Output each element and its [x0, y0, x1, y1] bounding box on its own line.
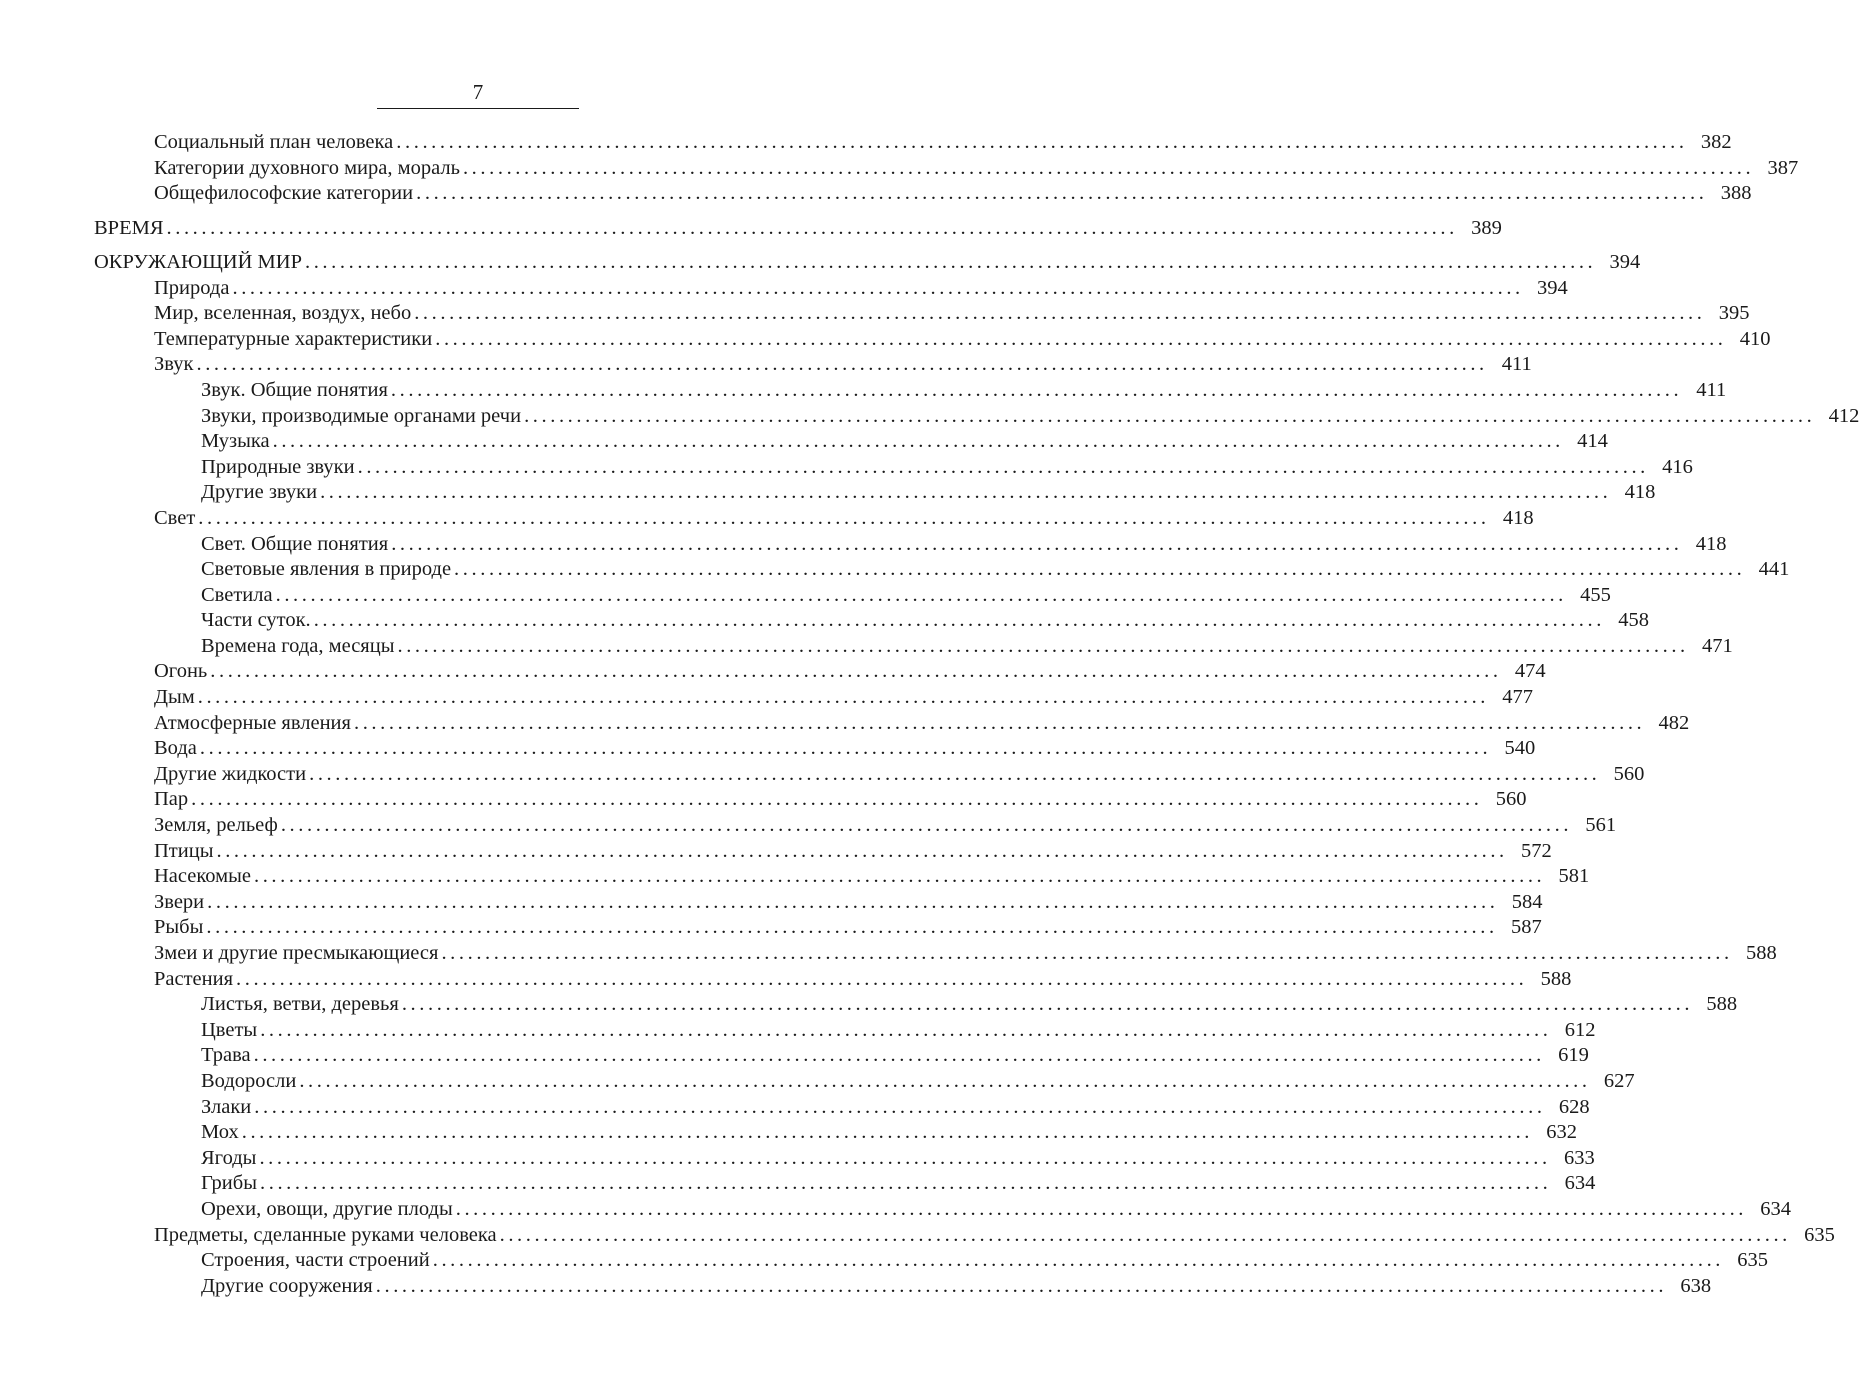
- toc-entry[interactable]: [94, 839, 1552, 865]
- toc-entry-page: 584: [1511, 890, 1543, 913]
- toc-entry[interactable]: [94, 608, 1649, 634]
- toc-entry-title: Дым: [154, 686, 195, 709]
- toc-entry[interactable]: [94, 1223, 1835, 1249]
- toc-entry[interactable]: [94, 1197, 1792, 1223]
- toc-entry-page: 418: [1502, 506, 1534, 529]
- toc-entry[interactable]: [94, 1274, 1712, 1300]
- toc-entry[interactable]: [94, 1095, 1590, 1121]
- toc-dot-leader: ....................................................................................................................................................: [309, 762, 1601, 785]
- toc-entry-title: Птицы: [154, 839, 214, 862]
- toc-entry-page: 416: [1662, 455, 1693, 478]
- toc-entry-title: Другие сооружения: [201, 1274, 373, 1297]
- toc-entry[interactable]: [94, 711, 1690, 737]
- toc-entry[interactable]: [94, 890, 1543, 916]
- toc-dot-leader: ....................................................................................................................................................: [353, 711, 1646, 734]
- toc-dot-leader: ....................................................................................................................................................: [207, 890, 1499, 913]
- toc-entry-page: 471: [1702, 634, 1733, 657]
- toc-dot-leader: ....................................................................................................................................................: [454, 558, 1746, 581]
- toc-entry[interactable]: [94, 301, 1750, 327]
- toc-entry-page: 411: [1696, 378, 1727, 401]
- toc-entry-title: Части суток.: [201, 609, 311, 632]
- page-number: 7: [472, 80, 484, 104]
- toc-entry-title: Другие жидкости: [154, 762, 307, 785]
- toc-entry-page: 619: [1558, 1044, 1589, 1067]
- toc-entry-page: 588: [1746, 942, 1777, 964]
- toc-dot-leader: ....................................................................................................................................................: [196, 353, 1488, 376]
- toc-dot-leader: ....................................................................................................................................................: [375, 1274, 1668, 1297]
- toc-entry-title: Светила: [201, 583, 273, 606]
- toc-dot-leader: ....................................................................................................................................................: [206, 916, 1498, 939]
- toc-entry-page: 394: [1609, 250, 1641, 273]
- toc-entry[interactable]: [94, 181, 1752, 207]
- toc-entry[interactable]: [94, 1043, 1589, 1069]
- toc-entry-title: Температурные характеристики: [154, 327, 433, 350]
- toc-entry-title: Звук: [154, 353, 194, 376]
- toc-entry-page: 638: [1680, 1274, 1712, 1297]
- toc-entry-title: Свет: [154, 506, 196, 529]
- toc-entry[interactable]: [94, 992, 1738, 1018]
- toc-entry-title: Свет. Общие понятия: [201, 532, 389, 555]
- toc-entry[interactable]: [94, 762, 1645, 788]
- toc-entry-page: 560: [1495, 788, 1527, 811]
- toc-entry[interactable]: [94, 352, 1532, 378]
- toc-dot-leader: ....................................................................................................................................................: [275, 583, 1567, 606]
- toc-entry-title: Водоросли: [201, 1069, 297, 1092]
- toc-entry-title: Природа: [154, 276, 230, 299]
- toc-entry[interactable]: [94, 404, 1859, 430]
- toc-entry-title: Звери: [154, 890, 205, 913]
- toc-entry-page: 587: [1510, 916, 1542, 939]
- toc-entry[interactable]: [94, 634, 1733, 660]
- toc-entry-title: Огонь: [154, 660, 208, 683]
- toc-dot-leader: ....................................................................................................................................................: [304, 250, 1597, 273]
- toc-entry[interactable]: [94, 813, 1617, 839]
- toc-entry-title: Предметы, сделанные руками человека: [154, 1223, 497, 1246]
- toc-entry-page: 628: [1558, 1095, 1590, 1118]
- toc-dot-leader: ....................................................................................................................................................: [391, 532, 1683, 555]
- toc-entry-page: 458: [1618, 609, 1649, 632]
- toc-dot-leader: ....................................................................................................................................................: [166, 216, 1458, 239]
- toc-dot-leader: ....................................................................................................................................................: [272, 430, 1564, 453]
- toc-entry-title: Растения: [154, 967, 234, 990]
- toc-dot-leader: ....................................................................................................................................................: [210, 660, 1502, 683]
- toc-dot-leader: ....................................................................................................................................................: [280, 814, 1573, 837]
- toc-entry-title: Категории духовного мира, мораль: [154, 156, 460, 179]
- toc-entry-title: Листья, ветви, деревья: [201, 993, 399, 1016]
- toc-dot-leader: ....................................................................................................................................................: [357, 455, 1649, 478]
- toc-entry[interactable]: [94, 156, 1799, 182]
- toc-entry-title: Вода: [154, 737, 197, 760]
- toc-entry[interactable]: [94, 685, 1534, 711]
- toc-entry-title: Музыка: [201, 430, 270, 453]
- toc-dot-leader: ....................................................................................................................................................: [260, 1018, 1552, 1041]
- toc-entry[interactable]: [94, 378, 1727, 404]
- toc-entry-page: 410: [1739, 327, 1771, 350]
- toc-entry[interactable]: [94, 327, 1771, 353]
- toc-entry-page: 633: [1564, 1146, 1595, 1169]
- toc-entry-page: 441: [1758, 558, 1790, 581]
- toc-entry-title: Общефилософские категории: [154, 182, 414, 205]
- toc-dot-leader: ....................................................................................................................................................: [299, 1069, 1591, 1092]
- toc-dot-leader: ....................................................................................................................................................: [254, 1095, 1546, 1118]
- toc-entry[interactable]: [94, 1146, 1595, 1172]
- toc-dot-leader: ....................................................................................................................................................: [320, 481, 1612, 504]
- toc-entry[interactable]: [94, 130, 1732, 156]
- toc-dot-leader: ....................................................................................................................................................: [455, 1197, 1748, 1220]
- toc-dot-leader: ....................................................................................................................................................: [524, 404, 1816, 427]
- toc-entry[interactable]: [94, 659, 1546, 685]
- toc-entry-page: 612: [1564, 1018, 1596, 1041]
- toc-dot-leader: ....................................................................................................................................................: [432, 1249, 1725, 1272]
- toc-dot-leader: ....................................................................................................................................................: [414, 302, 1706, 325]
- toc-dot-leader: ....................................................................................................................................................: [253, 865, 1546, 888]
- toc-entry[interactable]: [94, 864, 1590, 890]
- toc-entry-page: 477: [1502, 686, 1534, 709]
- toc-entry[interactable]: [94, 250, 1641, 276]
- toc-entry-page: 387: [1767, 156, 1799, 179]
- toc-entry-title: Атмосферные явления: [154, 711, 351, 734]
- toc-entry-title: Грибы: [201, 1172, 257, 1195]
- toc-entry-title: Рыбы: [154, 916, 204, 939]
- toc-entry-page: 395: [1718, 302, 1750, 325]
- toc-entry-page: 634: [1564, 1172, 1596, 1195]
- toc-entry-title: Строения, части строений: [201, 1249, 430, 1272]
- toc-entry-title: Звук. Общие понятия: [201, 378, 388, 401]
- toc-entry[interactable]: [94, 1248, 1769, 1274]
- toc-entry-page: 560: [1613, 762, 1645, 785]
- toc-entry-title: ВРЕМЯ: [94, 216, 164, 239]
- toc-dot-leader: ....................................................................................................................................................: [232, 276, 1524, 299]
- toc-dot-leader: ....................................................................................................................................................: [216, 839, 1508, 862]
- toc-entry-page: 627: [1603, 1069, 1635, 1092]
- toc-dot-leader: ....................................................................................................................................................: [441, 942, 1733, 964]
- toc-entry-title: Земля, рельеф: [154, 814, 278, 837]
- toc-dot-leader: ....................................................................................................................................................: [416, 182, 1708, 205]
- toc-dot-leader: ....................................................................................................................................................: [260, 1172, 1552, 1195]
- toc-dot-leader: ....................................................................................................................................................: [191, 788, 1483, 811]
- toc-entry-title: Ягоды: [201, 1146, 257, 1169]
- toc-entry[interactable]: [94, 915, 1542, 941]
- toc-entry-title: ОКРУЖАЮЩИЙ МИР: [94, 250, 302, 273]
- toc-entry[interactable]: [94, 532, 1727, 558]
- toc-entry-title: Другие звуки: [201, 481, 318, 504]
- toc-entry-title: Времена года, месяцы: [201, 634, 395, 657]
- toc-entry[interactable]: [94, 506, 1534, 532]
- toc-dot-leader: ....................................................................................................................................................: [259, 1146, 1551, 1169]
- toc-entry[interactable]: [94, 1171, 1596, 1197]
- toc-entry[interactable]: [94, 557, 1790, 583]
- toc-entry-page: 412: [1828, 404, 1859, 427]
- toc-dot-leader: ....................................................................................................................................................: [236, 967, 1528, 990]
- toc-entry-title: Мир, вселенная, воздух, небо: [154, 302, 412, 325]
- toc-entry-page: 482: [1658, 711, 1690, 734]
- toc-entry-page: 474: [1514, 660, 1546, 683]
- toc-entry-title: Звуки, производимые органами речи: [201, 404, 522, 427]
- toc-entry-title: Злаки: [201, 1095, 252, 1118]
- toc-entry-title: Мох: [201, 1121, 239, 1144]
- toc-entry[interactable]: [94, 941, 1777, 967]
- toc-entry[interactable]: [94, 276, 1568, 302]
- toc-dot-leader: ....................................................................................................................................................: [313, 609, 1605, 632]
- toc-dot-leader: ....................................................................................................................................................: [462, 156, 1755, 179]
- toc-entry-title: Цветы: [201, 1018, 258, 1041]
- toc-entry-page: 394: [1537, 276, 1568, 299]
- toc-entry-page: 411: [1501, 353, 1532, 376]
- toc-entry[interactable]: [94, 787, 1527, 813]
- toc-entry[interactable]: [94, 583, 1611, 609]
- toc-entry[interactable]: [94, 216, 1502, 242]
- toc-entry-title: Световые явления в природе: [201, 558, 452, 581]
- toc-entry[interactable]: [94, 736, 1536, 762]
- toc-entry[interactable]: [94, 1018, 1596, 1044]
- toc-dot-leader: ....................................................................................................................................................: [397, 634, 1689, 657]
- toc-dot-leader: ....................................................................................................................................................: [241, 1121, 1534, 1144]
- toc-dot-leader: ....................................................................................................................................................: [199, 737, 1492, 760]
- toc-entry-page: 632: [1546, 1121, 1578, 1144]
- toc-entry[interactable]: [94, 455, 1693, 481]
- toc-entry[interactable]: [94, 429, 1608, 455]
- toc-entry-page: 635: [1737, 1249, 1769, 1272]
- toc-entry[interactable]: [94, 967, 1572, 993]
- toc-entry-page: 588: [1706, 993, 1738, 1016]
- toc-dot-leader: ....................................................................................................................................................: [197, 686, 1490, 709]
- toc-entry-title: Змеи и другие пресмыкающиеся: [154, 942, 439, 964]
- toc-entry[interactable]: [94, 1120, 1578, 1146]
- toc-dot-leader: ....................................................................................................................................................: [435, 327, 1727, 350]
- toc-entry-title: Природные звуки: [201, 455, 355, 478]
- toc-entry-title: Пар: [154, 788, 189, 811]
- toc-entry-page: 634: [1760, 1197, 1792, 1220]
- toc-entry[interactable]: [94, 480, 1656, 506]
- toc-dot-leader: ....................................................................................................................................................: [198, 506, 1490, 529]
- toc-entry-title: Насекомые: [154, 865, 251, 888]
- table-of-contents: [94, 130, 1859, 1299]
- toc-dot-leader: ....................................................................................................................................................: [401, 993, 1694, 1016]
- toc-entry-page: 561: [1585, 814, 1617, 837]
- toc-entry-page: 389: [1471, 216, 1502, 239]
- toc-entry-page: 572: [1521, 839, 1552, 862]
- toc-entry[interactable]: [94, 1069, 1635, 1095]
- toc-entry-page: 418: [1695, 532, 1727, 555]
- toc-entry-title: Орехи, овощи, другие плоды: [201, 1197, 453, 1220]
- toc-entry-title: Социальный план человека: [154, 131, 394, 153]
- toc-entry-page: 414: [1577, 430, 1608, 453]
- toc-dot-leader: ....................................................................................................................................................: [390, 378, 1683, 401]
- toc-dot-leader: ....................................................................................................................................................: [499, 1223, 1791, 1246]
- toc-entry-page: 581: [1558, 865, 1590, 888]
- toc-dot-leader: ....................................................................................................................................................: [253, 1044, 1545, 1067]
- toc-entry-page: 382: [1700, 131, 1732, 153]
- toc-entry-page: 588: [1540, 967, 1572, 990]
- header-rule: [377, 108, 579, 109]
- toc-entry-page: 388: [1720, 182, 1752, 205]
- toc-entry-title: Трава: [201, 1044, 251, 1067]
- toc-entry-page: 635: [1804, 1223, 1835, 1246]
- toc-dot-leader: ....................................................................................................................................................: [396, 131, 1688, 153]
- toc-entry-page: 418: [1624, 481, 1656, 504]
- toc-entry-page: 455: [1580, 583, 1611, 606]
- toc-entry-page: 540: [1504, 737, 1536, 760]
